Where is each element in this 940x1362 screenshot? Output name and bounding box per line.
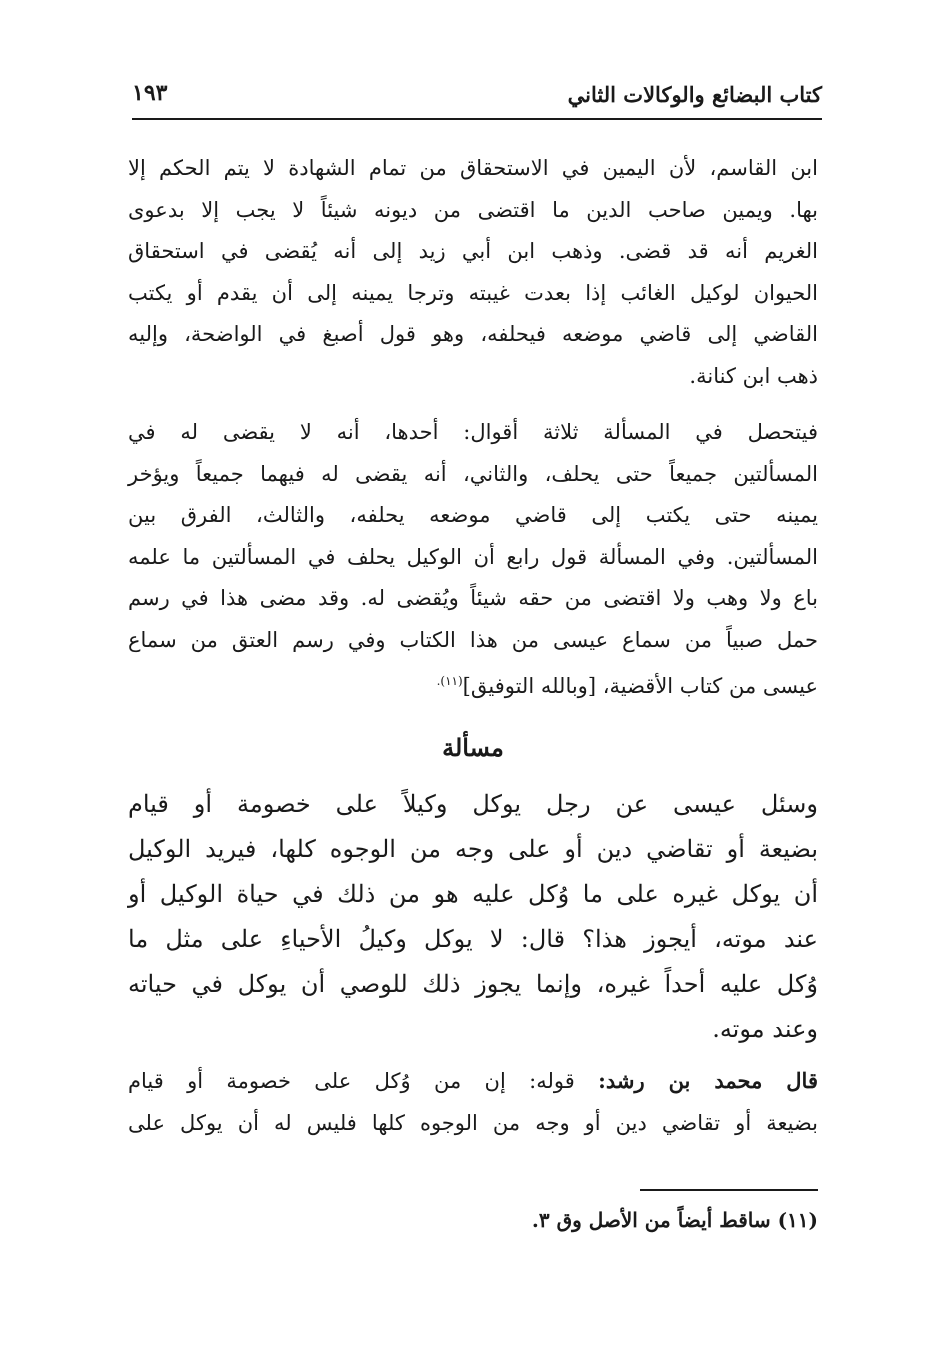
- text-line: عند موته، أيجوز هذا؟ قال: لا يوكل وكيلُ الأحياءِ على مثل ما: [128, 925, 818, 953]
- text-line: حمل صبياً من سماع عيسى من هذا الكتاب وفي رسم العتق من سماع: [128, 627, 818, 652]
- text-line: [128, 1060, 818, 1103]
- text-line: بضيعة أو تقاضي دين أو على وجه من الوجوه كلها، فيريد الوكيل: [128, 835, 818, 863]
- text-line: القاضي إلى قاضي موضعه فيحلفه، وهو قول أصبغ في الواضحة، وإليه: [128, 322, 818, 346]
- text-line: المسألتين. وفي المسألة قول رابع أن الوكيل يحلف في المسألتين ما علمه: [128, 544, 818, 569]
- text-line-body: قوله: إن من وُكل على خصومة أو قيام: [128, 1069, 575, 1093]
- text-line: فيتحصل في المسألة ثلاثة أقوال: أحدها، أنه لا يقضى له في: [128, 420, 818, 444]
- text-line: [128, 661, 818, 708]
- footnote-divider: [640, 1189, 818, 1191]
- paragraph-3: [128, 782, 818, 1052]
- text-line: بضيعة أو تقاضي دين أو وجه من الوجوه كلها فليس له أن يوكل على: [128, 1110, 818, 1135]
- text-line: باع ولا وهب ولا اقتضى من حقه شيئاً ويُقضى له. وقد مضى هذا في رسم: [128, 586, 818, 610]
- paragraph-4: [128, 1060, 818, 1144]
- text-line: الغريم أنه قد قضى. وذهب ابن أبي زيد إلى أنه يُقضى في استحقاق: [128, 239, 818, 263]
- text-line: المسألتين جميعاً حتى يحلف، والثاني، أنه يقضى له فيهما جميعاً ويؤخر: [128, 461, 818, 486]
- page-number: ١٩٣: [132, 80, 168, 106]
- text-line: أن يوكل غيره على ما وُكل عليه هو من ذلك في حياة الوكيل أو: [128, 880, 818, 908]
- text-line: يمينه حتى يكتب إلى قاضي موضعه يحلفه، والثالث، الفرق بين: [128, 503, 818, 527]
- footnote-marker: (١١).: [436, 674, 463, 688]
- text-line: الحيوان لوكيل الغائب إذا بعدت غيبته وترجا يمينه إلى أن يقدم أو يكتب: [128, 280, 818, 305]
- section-heading: مسألة: [442, 733, 504, 762]
- footnote: (١١) ساقط أيضاً من الأصل وق ٣.: [531, 1208, 818, 1232]
- text-line-body: عيسى من كتاب الأقضية، [وبالله التوفيق]: [462, 674, 818, 698]
- text-line: وُكل عليه أحداً غيره، وإنما يجوز ذلك للوصي أن يوكل في حياته: [128, 970, 818, 998]
- text-line: وعند موته.: [712, 1015, 818, 1043]
- paragraph-2: [128, 412, 818, 708]
- text-line: ذهب ابن كنانة.: [689, 363, 818, 388]
- text-line: وسئل عيسى عن رجل يوكل وكيلاً على خصومة أو قيام: [128, 790, 818, 818]
- speaker-label: قال محمد بن رشد:: [598, 1068, 818, 1093]
- running-header-title: كتاب البضائع والوكالات الثاني: [567, 82, 822, 107]
- paragraph-1: [128, 148, 818, 397]
- text-line: بها. ويمين صاحب الدين ما اقتضى من ديونه شيئاً لا يجب إلا بدعوى: [128, 197, 818, 222]
- running-header: [132, 78, 822, 120]
- text-line: ابن القاسم، لأن اليمين في الاستحقاق من تمام الشهادة لا يتم الحكم إلا: [128, 156, 818, 180]
